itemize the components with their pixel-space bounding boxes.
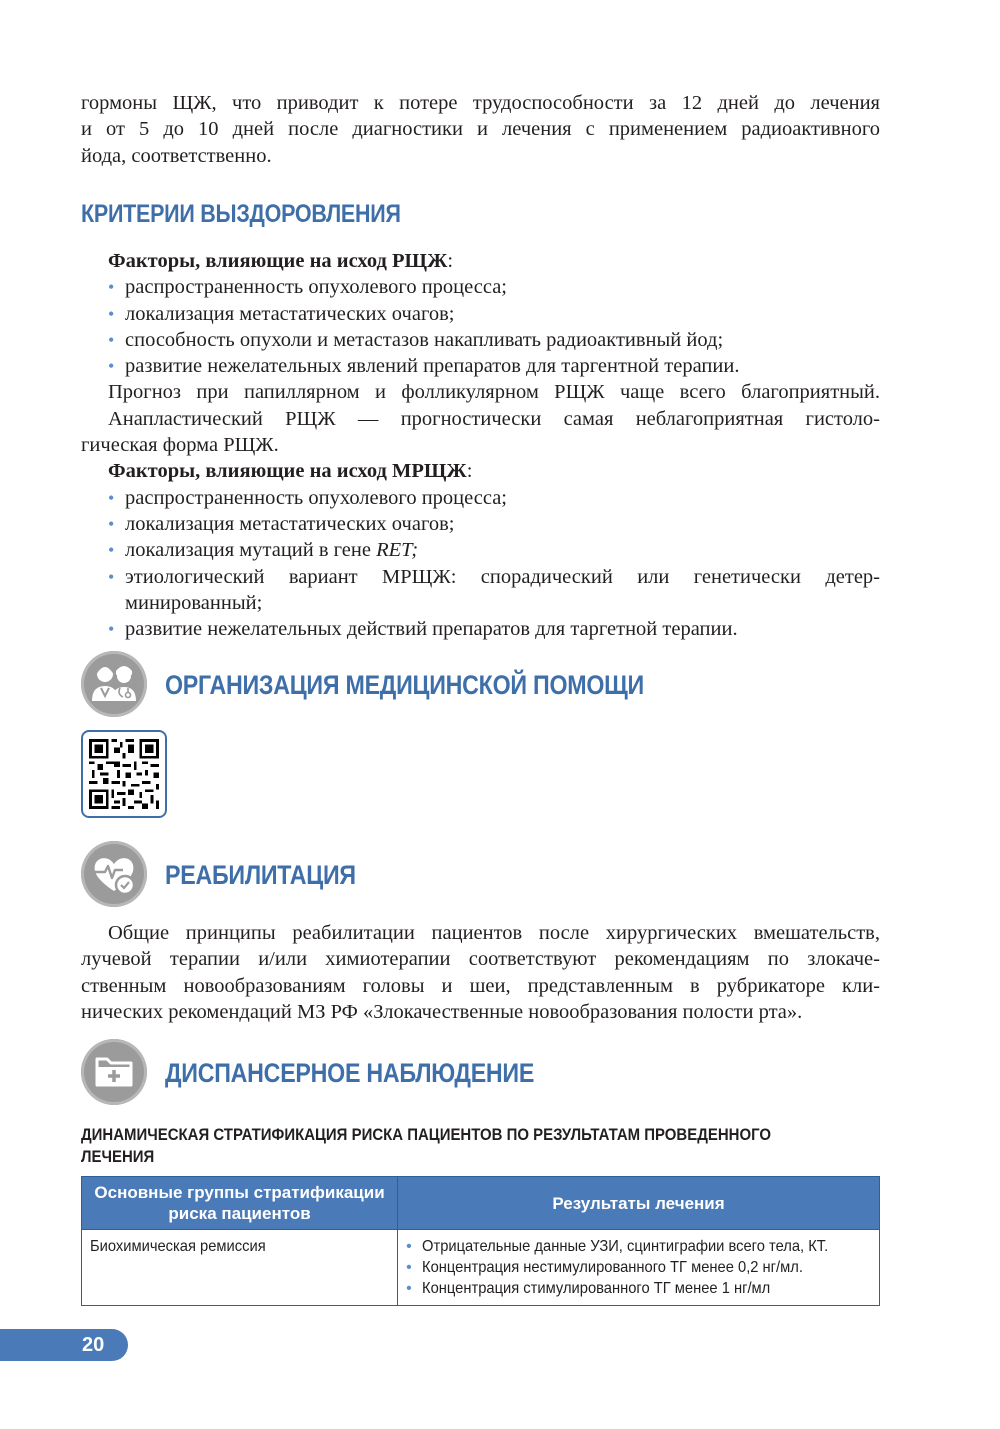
rcz-factors-title: Факторы, влияющие на исход РЩЖ: xyxy=(108,250,454,272)
list-item: • Концентрация стимулированного ТГ менее 1 нг/мл xyxy=(406,1278,871,1299)
dispensary-heading: ДИСПАНСЕРНОЕ НАБЛЮДЕНИЕ xyxy=(165,1058,535,1088)
list-item: • распространенность опухолевого процесса; xyxy=(81,485,880,511)
prognosis-text: Прогноз при папиллярном и фолликулярном РЩЖ чаще всего благоприятный. xyxy=(108,381,880,404)
table-row xyxy=(82,1230,880,1306)
rehabilitation-paragraph xyxy=(81,920,880,1025)
list-item: • распространенность опухолевого процесса; xyxy=(81,274,880,300)
list-item: • способность опухоли и метастазов накапливать радиоактивный йод; xyxy=(81,327,880,353)
rcz-factors-list xyxy=(81,274,880,379)
list-item: • локализация метастатических очагов; xyxy=(81,301,880,327)
ret-gene: RET; xyxy=(376,539,419,562)
list-item: • развитие нежелательных действий препаратов для таргетной терапии. xyxy=(81,616,880,642)
table-header-row xyxy=(82,1177,880,1230)
list-item: • Отрицательные данные УЗИ, сцинтиграфии всего тела, КТ. xyxy=(406,1236,871,1257)
list-item: • локализация мутаций в гене RET; xyxy=(81,537,880,563)
header-treatment-results: Результаты лечения xyxy=(398,1177,880,1230)
list-item: • этиологический вариант МРЩЖ: спорадический или генетически детер- минированный; xyxy=(81,564,880,617)
risk-group-cell: Биохимическая ремиссия xyxy=(82,1230,398,1306)
rehab-line: ственным новообразованиям головы и шеи, представленным в рубрикаторе кли- xyxy=(81,974,880,997)
intro-paragraph xyxy=(81,90,880,169)
heart-rate-icon xyxy=(81,841,147,907)
list-item: • локализация метастатических очагов; xyxy=(81,511,880,537)
intro-line: и от 5 до 10 дней после диагностики и лечения с применением радиоактивного xyxy=(81,118,880,141)
rehab-line: нических рекомендаций МЗ РФ «Злокачественные новообразования полости рта». xyxy=(81,1000,803,1023)
results-cell xyxy=(398,1230,880,1306)
mrcz-factors-list xyxy=(81,485,880,643)
list-item: • Концентрация нестимулированного ТГ менее 0,2 нг/мл. xyxy=(406,1257,871,1278)
intro-line: гормоны ЩЖ, что приводит к потере трудоспособности за 12 дней до лечения xyxy=(81,92,880,114)
table-title: ДИНАМИЧЕСКАЯ СТРАТИФИКАЦИЯ РИСКА ПАЦИЕНТОВ ПО РЕЗУЛЬТАТАМ ПРОВЕДЕННОГО ЛЕЧЕНИЯ xyxy=(81,1125,772,1166)
list-item: • развитие нежелательных явлений препаратов для таргентной терапии. xyxy=(81,353,880,379)
risk-stratification-table xyxy=(81,1176,880,1306)
qr-code[interactable] xyxy=(81,730,167,818)
header-risk-groups: Основные группы стратификации риска пациентов xyxy=(82,1177,398,1230)
medical-folder-icon xyxy=(81,1039,147,1105)
criteria-heading: КРИТЕРИИ ВЫЗДОРОВЛЕНИЯ xyxy=(81,200,401,228)
anaplastic-text: Анапластический РЩЖ — прогностически самая неблагоприятная гистоло- гическая форма РЩЖ. xyxy=(81,407,880,457)
page-number-tab xyxy=(0,1329,128,1361)
mrcz-factors-title: Факторы, влияющие на исход МРЩЖ: xyxy=(108,460,473,483)
rehabilitation-heading: РЕАБИЛИТАЦИЯ xyxy=(165,860,356,890)
page-number: 20 xyxy=(82,1334,105,1356)
rehab-line: лучевой терапии и/или химиотерапии соответствуют рекомендациям по злокаче- xyxy=(81,948,880,971)
criteria-section xyxy=(81,248,880,642)
rehab-line: Общие принципы реабилитации пациентов после хирургических вмешательств, xyxy=(108,922,880,944)
doctors-icon xyxy=(81,651,147,717)
organization-heading: ОРГАНИЗАЦИЯ МЕДИЦИНСКОЙ ПОМОЩИ xyxy=(165,670,644,700)
intro-line: йода, соответственно. xyxy=(81,144,272,167)
